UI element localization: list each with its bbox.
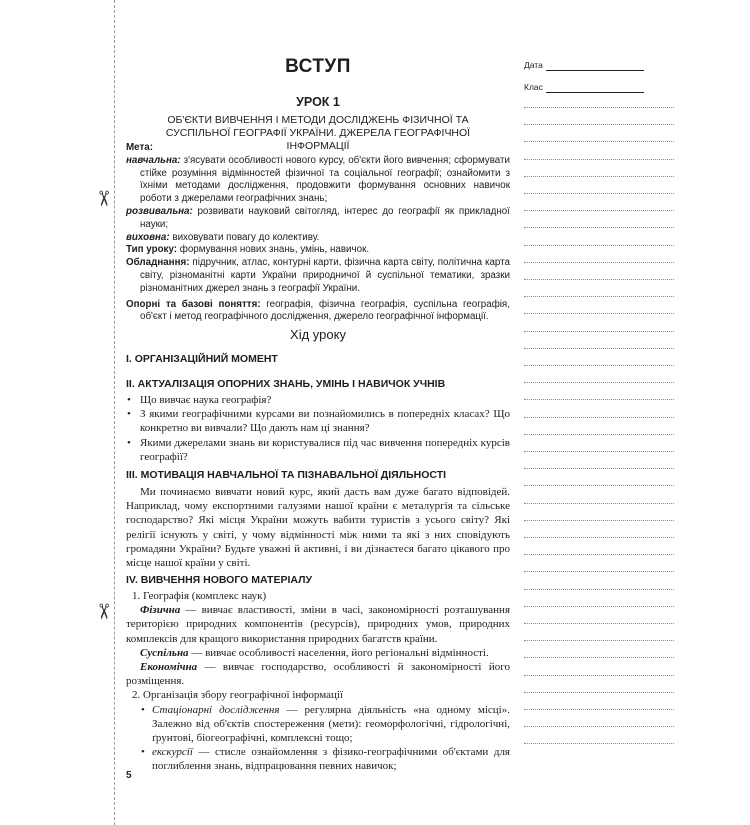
- list-item: [126, 745, 510, 773]
- dotted-line: [524, 709, 674, 710]
- dotted-line: [524, 141, 674, 142]
- scissors-icon: ✂: [91, 602, 116, 621]
- dotted-line: [524, 348, 674, 349]
- concepts-label: Опорні та базові поняття:: [126, 298, 261, 310]
- dotted-line: [524, 726, 674, 727]
- dotted-line: [524, 296, 674, 297]
- dotted-line: [524, 210, 674, 211]
- section-1-heading: І. ОРГАНІЗАЦІЙНИЙ МОМЕНТ: [126, 353, 278, 365]
- educational-text: з'ясувати особливості нового курсу, об'єкти його вивчення; сформувати стійке розуміння відмінностей фізичної та соціальної географії; ознайомити з їхніми методами дослідження, продовжити формування основних навичок роботи з джерелами географічних знань;: [140, 154, 510, 205]
- social-text: — вивчає особливості населення, його регіональні відмінності.: [188, 646, 489, 659]
- dotted-line: [524, 107, 674, 108]
- dotted-line: [524, 485, 674, 486]
- dotted-line: [524, 606, 674, 607]
- date-field[interactable]: [524, 58, 674, 80]
- goal-educational: [126, 155, 510, 206]
- section-3-heading: ІІІ. МОТИВАЦІЯ НАВЧАЛЬНОЇ ТА ПІЗНАВАЛЬНОЇ ДІЯЛЬНОСТІ: [126, 469, 447, 481]
- stationary-text: — регулярна діяльність «на одному місці». Залежно від об'єктів спостереження (мети): геоморфологічні, гідрологічні, ґрунтові, біогеографічні, комплексні тощо;: [152, 703, 510, 745]
- lesson-type: [126, 244, 510, 257]
- goals-label: Мета:: [126, 142, 153, 153]
- stationary-term: Стаціонарні дослідження: [152, 703, 280, 716]
- class-label: Клас: [524, 82, 543, 92]
- dotted-line: [524, 743, 674, 744]
- dotted-line: [524, 589, 674, 590]
- upbringing-text: виховувати повагу до колективу.: [172, 231, 320, 243]
- educational-label: навчальна:: [126, 154, 181, 166]
- dotted-line: [524, 571, 674, 572]
- date-line[interactable]: [546, 70, 644, 71]
- lesson-number: УРОК 1: [296, 95, 340, 109]
- lesson-topic: ОБ'ЄКТИ ВИВЧЕННЯ І МЕТОДИ ДОСЛІДЖЕНЬ ФІЗИЧНОЇ ТА СУСПІЛЬНОЇ ГЕОГРАФІЇ УКРАЇНИ. ДЖЕРЕЛА ГЕОГРАФІЧНОЇ ІНФОРМАЦІЇ: [165, 114, 471, 152]
- equipment: [126, 257, 510, 295]
- dotted-line: [524, 417, 674, 418]
- class-field[interactable]: [524, 80, 674, 102]
- dotted-line: [524, 262, 674, 263]
- scissors-icon: ✂: [91, 189, 116, 208]
- goal-developmental: [126, 206, 510, 232]
- dotted-line: [524, 176, 674, 177]
- question-item: • Що вивчає наука географія?: [126, 393, 510, 407]
- dotted-line: [524, 227, 674, 228]
- dotted-line: [524, 159, 674, 160]
- physical-term: Фізична: [140, 604, 181, 617]
- dotted-line: [524, 623, 674, 624]
- review-questions: [126, 393, 510, 464]
- dotted-line: [524, 399, 674, 400]
- excursion-term: екскурсії: [152, 746, 193, 759]
- motivation-text: Ми починаємо вивчати новий курс, який дасть вам дуже багато відповідей. Наприклад, чому експортними галузями нашої країни є металургія та сільське господарство? Які місця України можуть вабити туристів з усього світу? Які релігії існують у світі, у чому відмінності між ними та які з них сповідують громадяни України? Будьте уважні й активні, і ви дізнаєтеся багато цікавого про місце нашої країни у світі.: [126, 486, 510, 570]
- item-2-title: 2. Організація збору географічної інформації: [132, 689, 344, 702]
- dotted-line: [524, 451, 674, 452]
- page-title: ВСТУП: [285, 56, 351, 77]
- goal-upbringing: [126, 232, 510, 245]
- question-item: • З якими географічними курсами ви познайомились в попередніх класах? Що конкретно ви вивчали? Що дають нам ці знання?: [126, 407, 510, 435]
- list-item: [126, 703, 510, 746]
- upbringing-label: виховна:: [126, 231, 170, 243]
- new-material: [126, 589, 510, 774]
- page-content: [126, 0, 510, 825]
- dotted-line: [524, 468, 674, 469]
- physical-text: — вивчає властивості, зміни в часі, закономірності розташування територією природних компонентів (ресурсів), природних умов, природних комплексів для кращого використання природних багатств країни.: [126, 604, 510, 645]
- section-2-heading: ІІ. АКТУАЛІЗАЦІЯ ОПОРНИХ ЗНАНЬ, УМІНЬ І НАВИЧОК УЧНІВ: [126, 378, 446, 390]
- lesson-type-label: Тип уроку:: [126, 244, 178, 256]
- cut-line: [114, 0, 115, 825]
- item-1-title: 1. Географія (комплекс наук): [132, 590, 267, 602]
- lesson-flow-heading: Хід уроку: [290, 327, 346, 342]
- dotted-line: [524, 503, 674, 504]
- equipment-text: підручник, атлас, контурні карти, фізична карта світу, політична карта світу, різноманітні карти України природничої й суспільної тематики, зразки різноманітних джерел знань з географії України.: [140, 257, 510, 294]
- dotted-line: [524, 279, 674, 280]
- dotted-line: [524, 193, 674, 194]
- concepts-text: географія, фізична географія, суспільна географія, об'єкт і метод географічного дослідження, джерело географічної інформації.: [140, 298, 510, 323]
- dotted-line: [524, 124, 674, 125]
- social-geography: [126, 646, 510, 660]
- developmental-text: розвивати науковий світогляд, інтерес до географії як прикладної науки;: [140, 205, 510, 230]
- dotted-line: [524, 537, 674, 538]
- lesson-goals: [126, 142, 510, 324]
- dotted-line: [524, 520, 674, 521]
- question-item: • Якими джерелами знань ви користувалися під час вивчення попередніх курсів географії?: [126, 436, 510, 464]
- excursion-text: — стисле ознайомлення з фізико-географічними об'єктами для поглиблення знань, відпрацювання певних навичок;: [152, 746, 510, 773]
- dotted-line: [524, 640, 674, 641]
- dotted-line: [524, 245, 674, 246]
- dotted-line: [524, 365, 674, 366]
- physical-geography: [126, 603, 510, 646]
- economic-term: Економічна: [140, 661, 198, 674]
- dotted-line: [524, 382, 674, 383]
- developmental-label: розвивальна:: [126, 205, 193, 217]
- section-4-heading: ІV. ВИВЧЕННЯ НОВОГО МАТЕРІАЛУ: [126, 574, 313, 586]
- social-term: Суспільна: [140, 646, 189, 659]
- dotted-line: [524, 675, 674, 676]
- notes-sidebar: [524, 58, 674, 102]
- equipment-label: Обладнання:: [126, 257, 190, 269]
- motivation-paragraph: [126, 485, 510, 570]
- economic-text: — вивчає господарство, особливості й закономірності його розміщення.: [126, 661, 510, 688]
- economic-geography: [126, 660, 510, 688]
- dotted-line: [524, 554, 674, 555]
- dotted-line: [524, 692, 674, 693]
- dotted-line: [524, 331, 674, 332]
- class-line[interactable]: [546, 92, 644, 93]
- dotted-line: [524, 657, 674, 658]
- date-label: Дата: [524, 60, 543, 70]
- lesson-type-text: формування нових знань, умінь, навичок.: [179, 244, 370, 256]
- basic-concepts: [126, 299, 510, 325]
- page-number: 5: [126, 770, 132, 781]
- dotted-line: [524, 434, 674, 435]
- dotted-line: [524, 313, 674, 314]
